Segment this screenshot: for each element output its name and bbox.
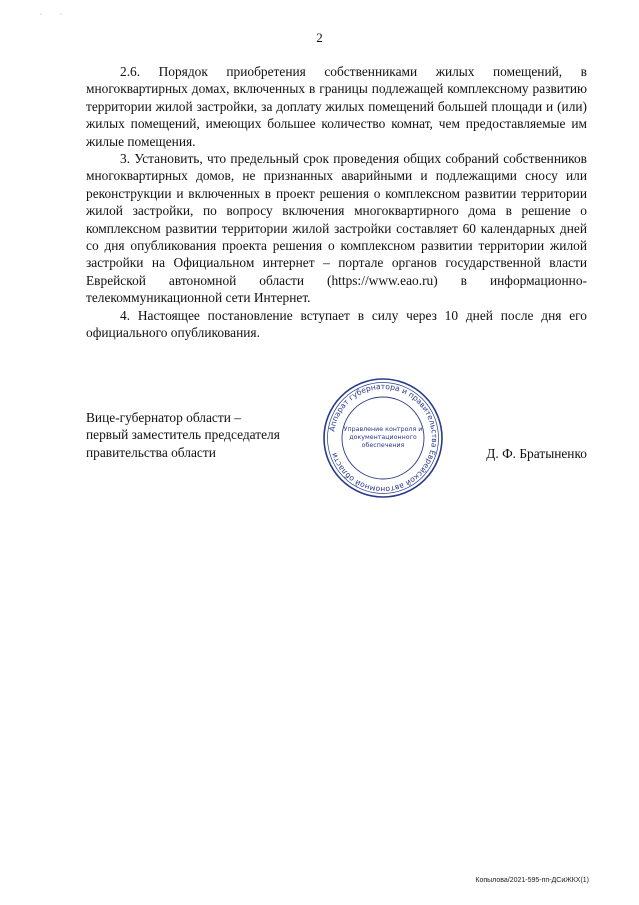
official-stamp [321,376,445,500]
stamp-inner-line: Управление контроля и [343,426,423,433]
signatory-position-line: первый заместитель председателя [86,427,280,443]
document-body [86,63,587,342]
stamp-inner-line: обеспечения [361,442,405,449]
stamp-outer-text: Аппарат губернатора и правительства Еврейской автономной области [327,381,440,495]
scan-artifact: · · [40,12,62,18]
signatory-position [86,409,280,461]
page-number: 2 [316,30,323,45]
stamp-inner-line: документационного [349,434,417,441]
signatory-name: Д. Ф. Братыненко [486,446,587,461]
paragraph-4: 4. Настоящее постановление вступает в силу через 10 дней после дня его официального опубликования. [86,307,587,341]
signatory-position-line: Вице-губернатор области – [86,410,241,425]
paragraph-3: 3. Установить, что предельный срок проведения общих собраний собственников многоквартирных домов, не признанных аварийными и подлежащими сносу или реконструкции и включенных в проект решения о комплексном развитии территории жилой застройки, по вопросу включения многоквартирного дома в решение о комплексном развитии территории жилой застройки составляет 60 календарных дней со дня опубликования проекта решения о комплексном развитии территории жилой застройки на Официальном интернет – портале органов государственной власти Еврейской автономной области (https://www.eao.ru) в информационно-телекоммуникационной сети Интернет. [86,151,587,306]
signatory-position-line: правительства области [86,444,216,460]
paragraph-2-6: 2.6. Порядок приобретения собственниками жилых помещений, в многоквартирных домах, включенных в границы подлежащей комплексному развитию территории жилой застройки, за доплату жилых помещений большей площади и (или) жилых помещений, имеющих большее количество комнат, чем предоставляемые им жилые помещения. [86,64,587,149]
document-reference: Копылова/2021-595-пп-ДСиЖКХ(1) [475,877,589,884]
